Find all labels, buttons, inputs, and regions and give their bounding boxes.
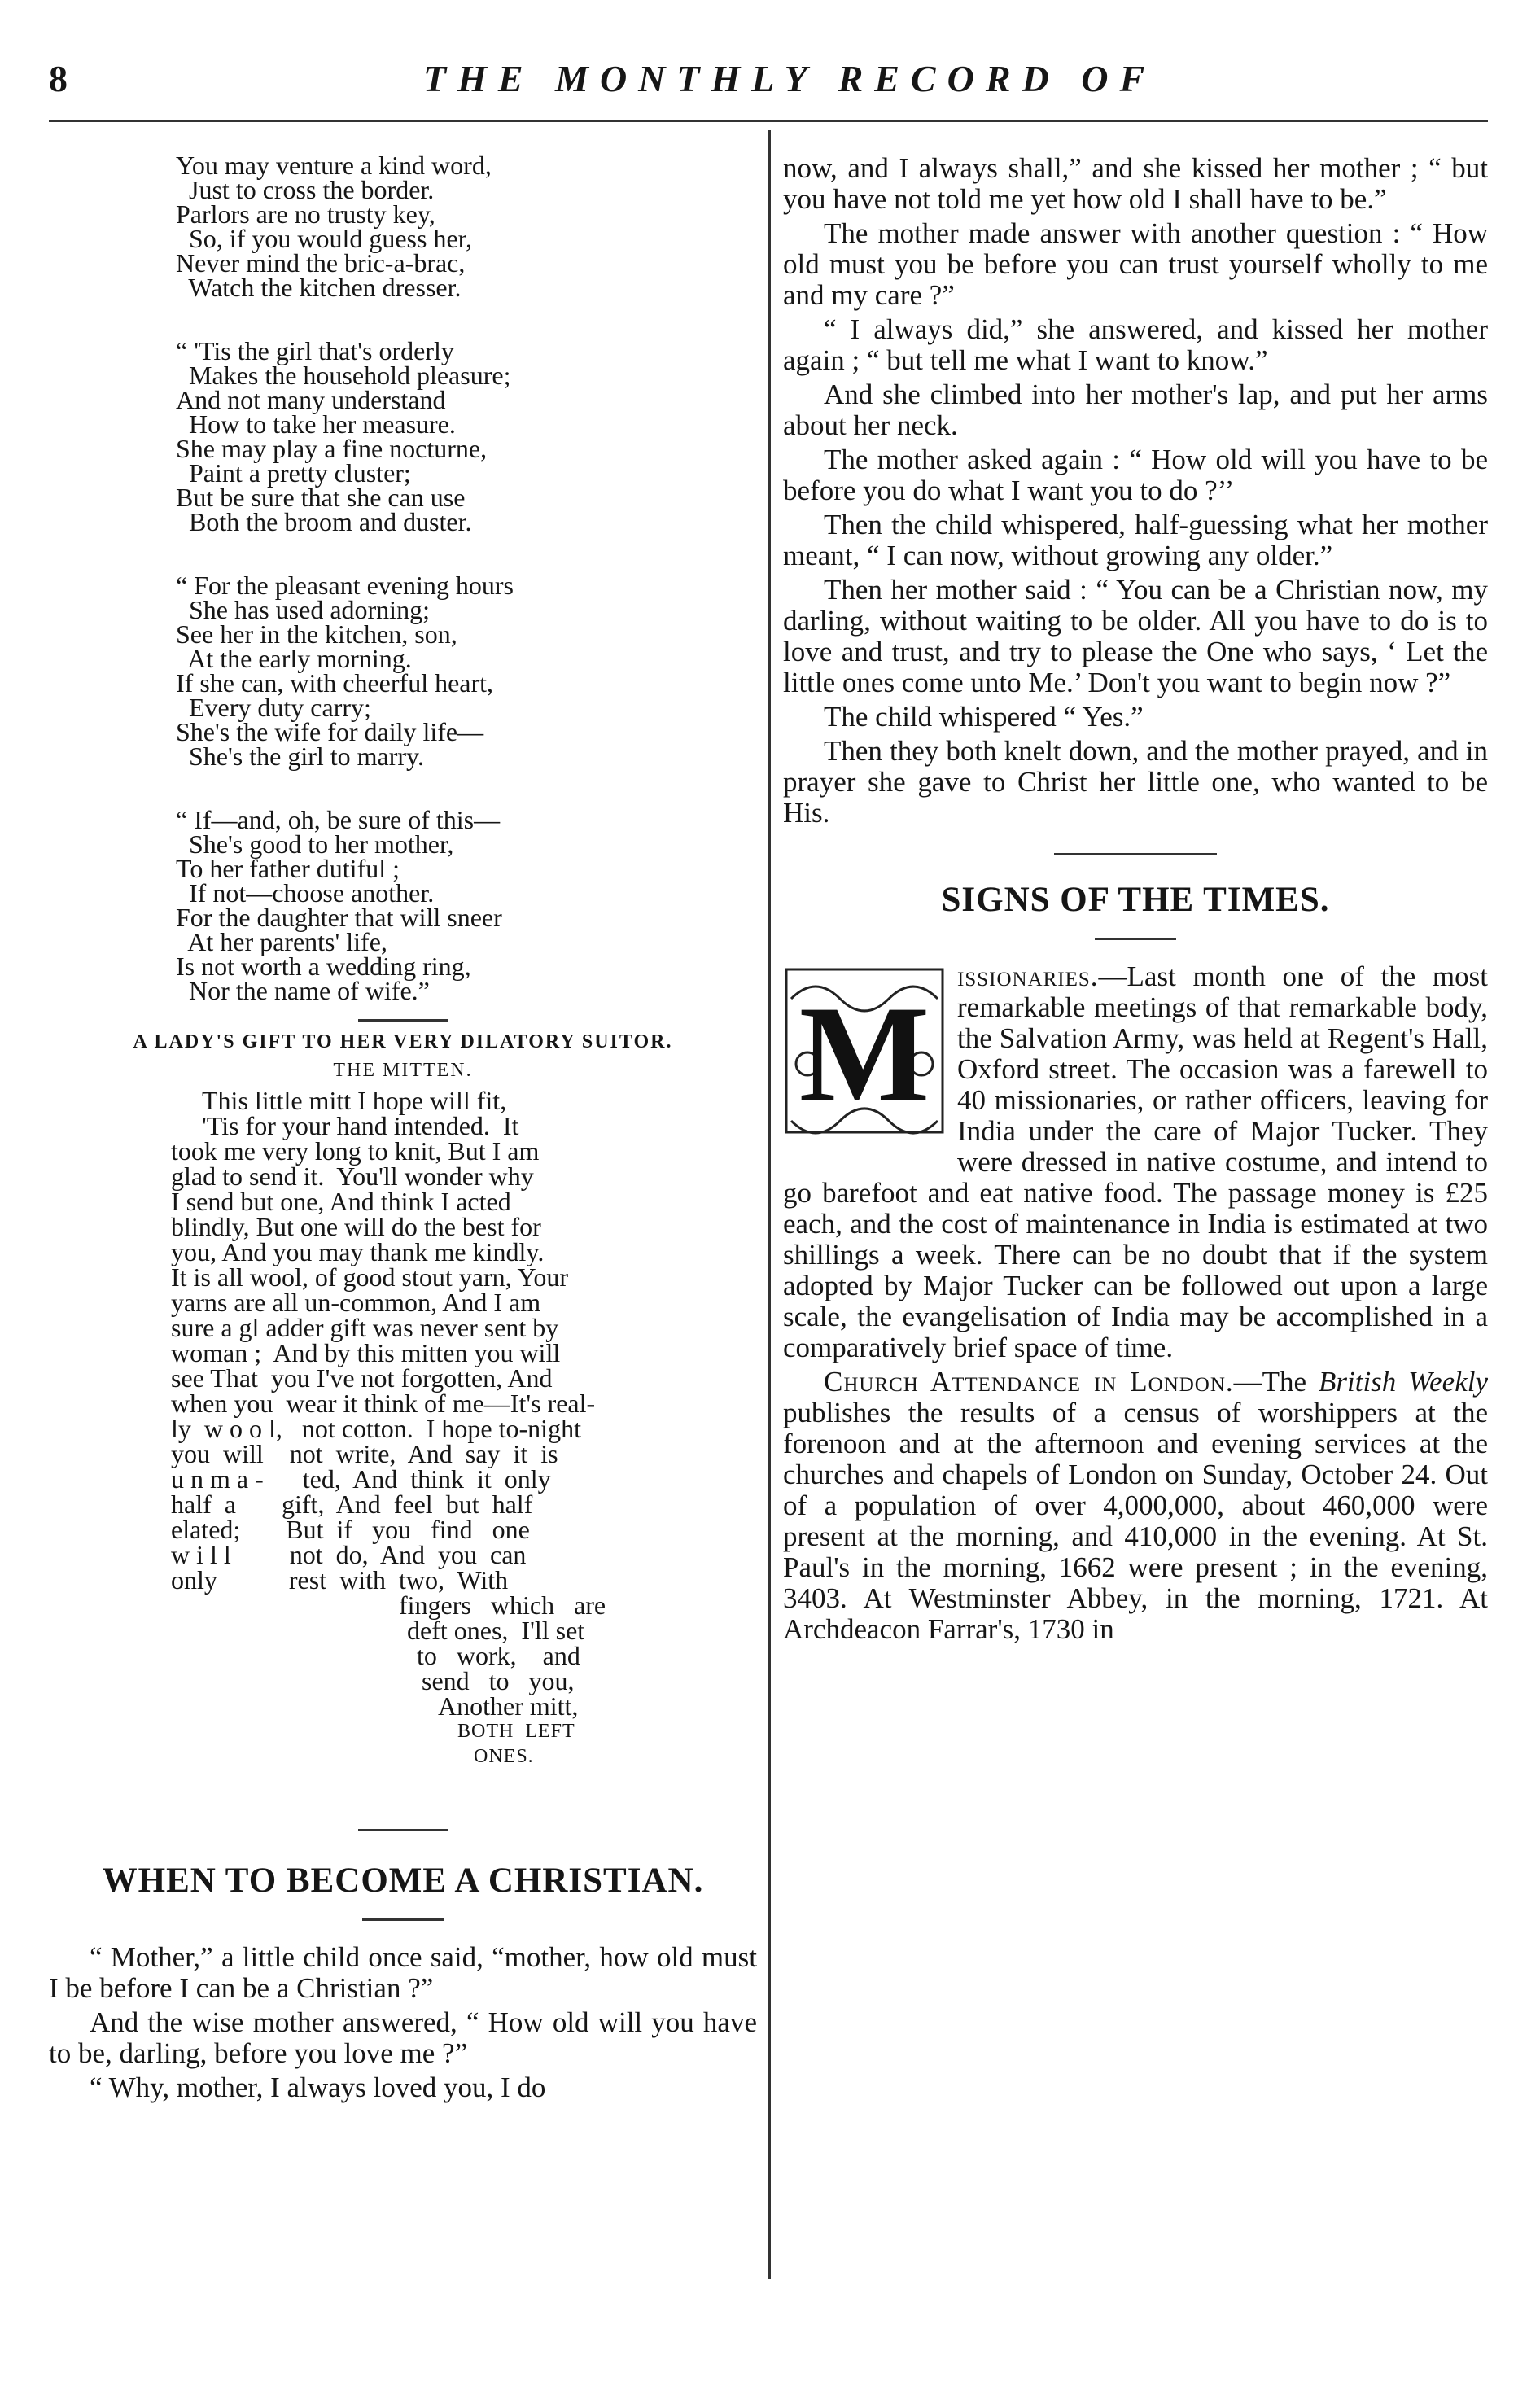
mitten-line: woman ; And by this mitten you will bbox=[171, 1338, 561, 1367]
mitten-line: glad to send it. You'll wonder why bbox=[171, 1162, 534, 1191]
poem-line: “ If—and, oh, be sure of this— bbox=[176, 805, 501, 834]
mitten-line: blindly, But one will do the best for bbox=[171, 1212, 541, 1241]
ornamental-dropcap bbox=[783, 966, 946, 1153]
poem-line: How to take her measure. bbox=[176, 409, 456, 439]
poem-line: Just to cross the border. bbox=[176, 175, 435, 204]
church-paragraph bbox=[783, 1367, 1488, 1645]
page-header bbox=[49, 57, 1488, 122]
poem-line: “ For the pleasant evening hours bbox=[176, 571, 514, 600]
poem-line: Paint a pretty cluster; bbox=[176, 458, 411, 488]
mitten-line: I send but one, And think I acted bbox=[171, 1187, 511, 1216]
right-column bbox=[783, 153, 1488, 1648]
mitten-line: when you wear it think of me—It's real- bbox=[171, 1389, 596, 1418]
church-label: Church Attendance in London. bbox=[824, 1366, 1234, 1398]
poem-line: She has used adorning; bbox=[176, 595, 430, 624]
section-rule bbox=[358, 1019, 448, 1022]
mitten-line: you will not write, And say it is bbox=[171, 1439, 558, 1468]
mitten-line: only rest with two, With bbox=[171, 1565, 509, 1595]
mitten-line: deft ones, I'll set bbox=[407, 1616, 585, 1645]
poem-line: She's good to her mother, bbox=[176, 829, 454, 859]
mitten-line: send to you, bbox=[422, 1666, 575, 1695]
mitten-line: yarns are all un-common, And I am bbox=[171, 1288, 541, 1317]
mitten-line: ly w o o l, not cotton. I hope to-night bbox=[171, 1414, 581, 1443]
mitten-line: to work, and bbox=[417, 1641, 580, 1670]
left-column bbox=[49, 153, 757, 2106]
poem-line: “ 'Tis the girl that's orderly bbox=[176, 336, 454, 365]
mitten-line: fingers which are bbox=[399, 1590, 606, 1620]
mitten-heading: A LADY'S GIFT TO HER VERY DILATORY SUITOR. bbox=[133, 1031, 673, 1052]
header-rule bbox=[49, 120, 1488, 122]
poem-line: Never mind the bric-a-brac, bbox=[176, 248, 466, 278]
poem-line: Every duty carry; bbox=[176, 693, 371, 722]
story-paragraph: Then they both knelt down, and the mother prayed, and in prayer she gave to Christ her little one, who wanted to be His. bbox=[783, 735, 1488, 829]
poem-stanza bbox=[176, 153, 757, 300]
title-rule bbox=[362, 1918, 444, 1921]
mitten-line: u n m a - ted, And think it only bbox=[171, 1464, 551, 1494]
mitten-subheading: THE MITTEN. bbox=[333, 1060, 473, 1081]
missionaries-label: issionaries. bbox=[957, 960, 1099, 992]
christian-paragraph: And the wise mother answered, “ How old will you have to be, darling, before you love me ?” bbox=[49, 2006, 757, 2069]
mitten-line: half a gift, And feel but half bbox=[171, 1490, 533, 1519]
mitten-line: It is all wool, of good stout yarn, Your bbox=[171, 1262, 568, 1292]
mitten-line: you, And you may thank me kindly. bbox=[171, 1237, 545, 1266]
mitten-line: w i l l not do, And you can bbox=[171, 1540, 527, 1569]
signs-title: SIGNS OF THE TIMES. bbox=[941, 881, 1330, 919]
story-paragraph: “ I always did,” she answered, and kissed her mother again ; “ but tell me what I want to know.” bbox=[783, 313, 1488, 376]
ornament-icon bbox=[783, 966, 946, 1153]
poem-stanza bbox=[176, 336, 757, 536]
poem-line: At her parents' life, bbox=[176, 927, 387, 956]
poem-stanza bbox=[176, 571, 757, 771]
title-rule bbox=[1095, 938, 1176, 940]
poem-line: Watch the kitchen dresser. bbox=[176, 273, 462, 302]
section-rule bbox=[358, 1829, 448, 1831]
mitten-line: took me very long to knit, But I am bbox=[171, 1136, 540, 1166]
poem-top bbox=[49, 153, 757, 1003]
poem-line: At the early morning. bbox=[176, 644, 412, 673]
christian-paragraph: “ Mother,” a little child once said, “mother, how old must I be before I can be a Christian ?” bbox=[49, 1941, 757, 2004]
poem-line: And not many understand bbox=[176, 385, 446, 414]
story-paragraph: Then the child whispered, half-guessing what her mother meant, “ I can now, without growing any older.” bbox=[783, 509, 1488, 571]
mitten-line: elated; But if you find one bbox=[171, 1515, 530, 1544]
poem-line: To her father dutiful ; bbox=[176, 854, 400, 883]
poem-line: See her in the kitchen, son, bbox=[176, 619, 457, 649]
mitten-shaped-poem bbox=[49, 1088, 757, 1829]
poem-line: If she can, with cheerful heart, bbox=[176, 668, 494, 698]
dropcap-letter: M bbox=[798, 978, 930, 1131]
missionaries-text: —Last month one of the most remarkable meetings of that remarkable body, the Salvation Army, was held at Regent's Hall, Oxford street. The occasion was a farewell to 40 missionaries, or rather officers, leaving for India under the care of Major Tucker. They were dressed in native costume, and intend to go barefoot and eat native food. The passage money is £25 each, and the cost of maintenance in India is estimated at two shillings a week. There can be no doubt that if the system adopted by Major Tucker can be followed out upon a large scale, the evangelisation of India may be accomplished in a comparatively brief space of time. bbox=[783, 960, 1488, 1363]
section-rule bbox=[1054, 853, 1217, 855]
running-title: THE MONTHLY RECORD OF bbox=[423, 58, 1157, 99]
story-paragraph: The child whispered “ Yes.” bbox=[824, 701, 1144, 733]
christian-paragraph: “ Why, mother, I always loved you, I do bbox=[90, 2071, 546, 2103]
page-number: 8 bbox=[49, 58, 68, 99]
poem-line: She's the girl to marry. bbox=[176, 742, 424, 771]
mitten-line: sure a gl adder gift was never sent by bbox=[171, 1313, 559, 1342]
poem-line: Nor the name of wife.” bbox=[176, 976, 430, 1005]
poem-line: She's the wife for daily life— bbox=[176, 717, 484, 746]
story-paragraph: The mother asked again : “ How old will you have to be before you do what I want you to do ?’’ bbox=[783, 444, 1488, 506]
church-publication: British Weekly bbox=[1319, 1366, 1488, 1398]
story-paragraph: And she climbed into her mother's lap, and put her arms about her neck. bbox=[783, 378, 1488, 441]
poem-line: Is not worth a wedding ring, bbox=[176, 952, 471, 981]
story-paragraph: The mother made answer with another question : “ How old must you be before you can trust yourself wholly to me and my care ?” bbox=[783, 217, 1488, 311]
poem-line: Both the broom and duster. bbox=[176, 507, 472, 536]
mitten-line: Another mitt, bbox=[438, 1691, 579, 1721]
poem-line: So, if you would guess her, bbox=[176, 224, 473, 253]
poem-line: You may venture a kind word, bbox=[176, 151, 492, 180]
mitten-line: This little mitt I hope will fit, bbox=[202, 1086, 507, 1115]
mitten-line: BOTH LEFT bbox=[457, 1721, 575, 1742]
poem-line: If not—choose another. bbox=[176, 878, 435, 908]
poem-line: Makes the household pleasure; bbox=[176, 361, 511, 390]
mitten-line: see That you I've not forgotten, And bbox=[171, 1363, 553, 1393]
missionaries-paragraph bbox=[783, 961, 1488, 1363]
poem-line: For the daughter that will sneer bbox=[176, 903, 502, 932]
poem-line: But be sure that she can use bbox=[176, 483, 466, 512]
column-divider bbox=[768, 130, 771, 2279]
story-paragraph: now, and I always shall,” and she kissed her mother ; “ but you have not told me yet how old I shall have to be.” bbox=[783, 152, 1488, 215]
poem-stanza bbox=[176, 807, 757, 1003]
mitten-line: ONES. bbox=[474, 1746, 534, 1767]
poem-line: Parlors are no trusty key, bbox=[176, 199, 435, 229]
church-text: publishes the results of a census of worshippers at the forenoon and at the afternoon and evening services at the churches and chapels of London on Sunday, October 24. Out of a population of over 4,000,000, about 460,000 were present at the morning, and 410,000 in the evening. At St. Paul's in the morning, 1662 were present ; in the evening, 3403. At Westminster Abbey, in the morning, 1721. At Archdeacon Farrar's, 1730 in bbox=[783, 1397, 1488, 1645]
mitten-line: 'Tis for your hand intended. It bbox=[202, 1111, 519, 1140]
poem-line: She may play a fine nocturne, bbox=[176, 434, 488, 463]
story-paragraph: Then her mother said : “ You can be a Christian now, my darling, without waiting to be older. All you have to do is to love and trust, and try to please the One who says, ‘ Let the little ones come unto Me.’ Don't you want to begin now ?” bbox=[783, 574, 1488, 698]
christian-title: WHEN TO BECOME A CHRISTIAN. bbox=[102, 1861, 704, 1900]
church-dash: —The bbox=[1233, 1366, 1319, 1398]
